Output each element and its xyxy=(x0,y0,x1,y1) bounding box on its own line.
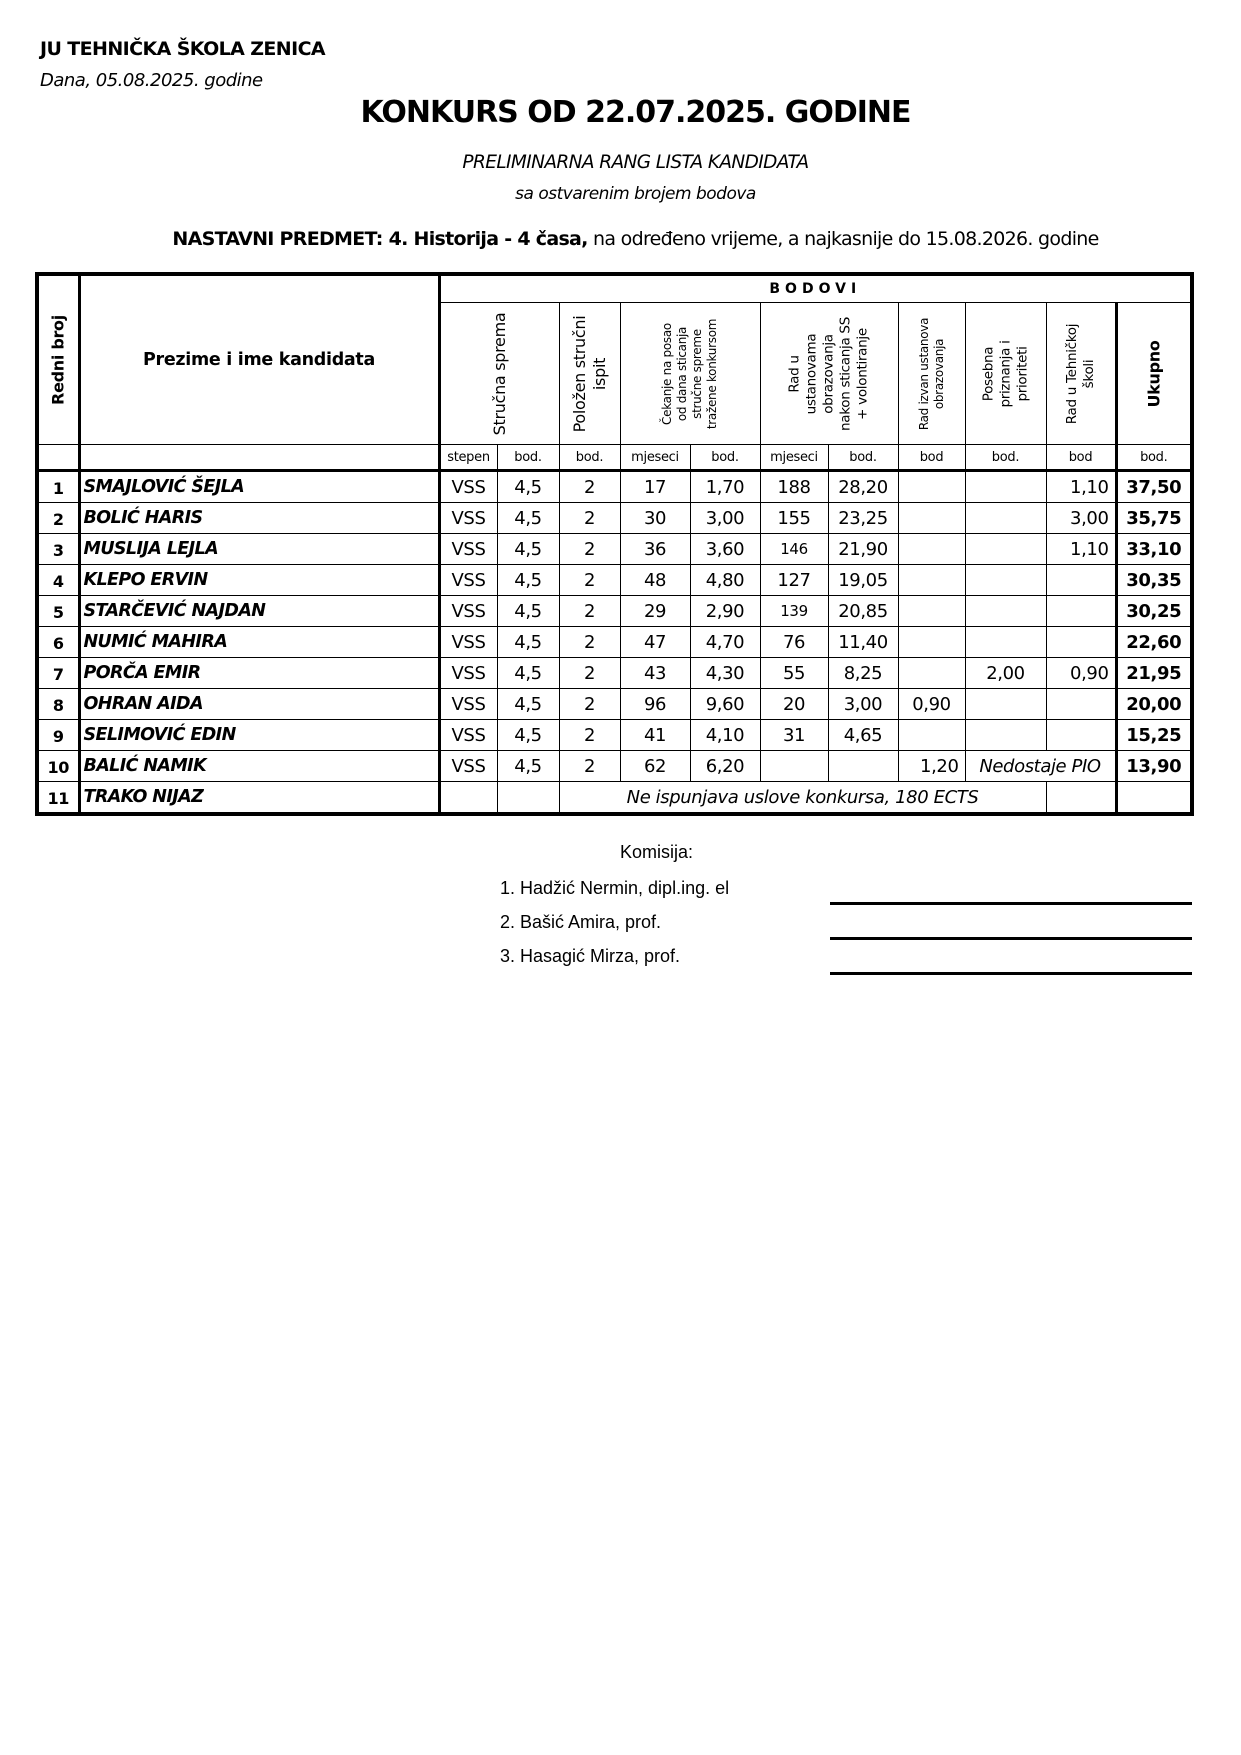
cell-cekanje-bod: 4,70 xyxy=(690,627,760,658)
row-number: 2 xyxy=(37,503,79,534)
cell-rad-mjeseci: 127 xyxy=(760,565,828,596)
cell-cekanje-bod: 4,80 xyxy=(690,565,760,596)
unit-label: bod. xyxy=(1116,445,1192,471)
table-row xyxy=(37,534,1192,565)
cell-rad-mjeseci: 20 xyxy=(760,689,828,720)
cell-posebna xyxy=(965,720,1046,751)
header-polozen-ispit: Položen stručni ispit xyxy=(559,303,620,445)
unit-label: bod. xyxy=(965,445,1046,471)
cell-ukupno: 30,25 xyxy=(1116,596,1192,627)
candidate-name: BOLIĆ HARIS xyxy=(79,503,439,534)
cell-ispit: 2 xyxy=(559,658,620,689)
cell-ukupno: 33,10 xyxy=(1116,534,1192,565)
cell-ispit: 2 xyxy=(559,720,620,751)
cell-cekanje-bod: 4,10 xyxy=(690,720,760,751)
unit-label: bod. xyxy=(559,445,620,471)
header-strucna-sprema: Stručna sprema xyxy=(439,303,559,445)
cell-cekanje-bod: 2,90 xyxy=(690,596,760,627)
candidate-name: BALIĆ NAMIK xyxy=(79,751,439,782)
cell-cekanje-bod: 3,00 xyxy=(690,503,760,534)
cell-stepen: VSS xyxy=(439,627,497,658)
cell-ss-bod: 4,5 xyxy=(497,689,559,720)
data-rows xyxy=(37,471,1192,751)
cell-stepen: VSS xyxy=(439,689,497,720)
cell-ss-bod: 4,5 xyxy=(497,503,559,534)
cell-ispit: 2 xyxy=(559,471,620,503)
cell-stepen: VSS xyxy=(439,751,497,782)
signature-line xyxy=(830,902,1192,905)
cell-posebna xyxy=(965,503,1046,534)
unit-label: bod xyxy=(1046,445,1116,471)
cell-posebna xyxy=(965,471,1046,503)
cell-ispit: 2 xyxy=(559,627,620,658)
cell-stepen: VSS xyxy=(439,596,497,627)
cell-tehnicka: 3,00 xyxy=(1046,503,1116,534)
cell-rad-bod: 3,00 xyxy=(828,689,898,720)
cell-rad-bod: 8,25 xyxy=(828,658,898,689)
row-number: 1 xyxy=(37,471,79,503)
cell-posebna: 2,00 xyxy=(965,658,1046,689)
cell-ispit: 2 xyxy=(559,503,620,534)
candidate-name: TRAKO NIJAZ xyxy=(79,782,439,815)
cell-ispit: 2 xyxy=(559,689,620,720)
row-number: 4 xyxy=(37,565,79,596)
cell-cekanje-bod: 1,70 xyxy=(690,471,760,503)
cell-tehnicka xyxy=(1046,596,1116,627)
cell-rad-mjeseci xyxy=(760,751,828,782)
cell-note: Ne ispunjava uslove konkursa, 180 ECTS xyxy=(559,782,1046,815)
header-posebna-priznanja: Posebna priznanja i prioriteti xyxy=(965,303,1046,445)
cell-stepen: VSS xyxy=(439,503,497,534)
row-number: 3 xyxy=(37,534,79,565)
table-row xyxy=(37,627,1192,658)
cell-tehnicka xyxy=(1046,565,1116,596)
cell-rad-mjeseci: 31 xyxy=(760,720,828,751)
document-subtitle: PRELIMINARNA RANG LISTA KANDIDATA xyxy=(462,152,809,173)
cell-rad-bod: 20,85 xyxy=(828,596,898,627)
cell-tehnicka: 1,10 xyxy=(1046,534,1116,565)
cell-ukupno xyxy=(1116,782,1192,815)
table-row xyxy=(37,596,1192,627)
cell-ukupno: 21,95 xyxy=(1116,658,1192,689)
cell-rad-bod: 23,25 xyxy=(828,503,898,534)
cell-cekanje-mjeseci: 43 xyxy=(620,658,690,689)
candidate-name: OHRAN AIDA xyxy=(79,689,439,720)
cell-rad-bod: 19,05 xyxy=(828,565,898,596)
table-row xyxy=(37,471,1192,503)
cell-rad-mjeseci: 155 xyxy=(760,503,828,534)
candidate-name: KLEPO ERVIN xyxy=(79,565,439,596)
rank-table xyxy=(35,272,1194,816)
row-number: 9 xyxy=(37,720,79,751)
cell-rad-izvan xyxy=(898,720,965,751)
cell-rad-izvan xyxy=(898,565,965,596)
cell-tehnicka xyxy=(1046,627,1116,658)
cell-cekanje-bod: 6,20 xyxy=(690,751,760,782)
unit-label: bod. xyxy=(828,445,898,471)
cell-posebna xyxy=(965,534,1046,565)
cell-cekanje-mjeseci: 96 xyxy=(620,689,690,720)
cell-rad-bod xyxy=(828,751,898,782)
cell-ukupno: 30,35 xyxy=(1116,565,1192,596)
cell-cekanje-mjeseci: 30 xyxy=(620,503,690,534)
commission-member: 1. Hadžić Nermin, dipl.ing. el xyxy=(500,878,730,898)
cell-posebna xyxy=(965,689,1046,720)
header-bodovi-group: BODOVI xyxy=(439,274,1192,303)
cell-ispit: 2 xyxy=(559,534,620,565)
cell-ss-bod: 4,5 xyxy=(497,565,559,596)
cell-cekanje-mjeseci: 17 xyxy=(620,471,690,503)
candidate-name: SMAJLOVIĆ ŠEJLA xyxy=(79,471,439,503)
cell-cekanje-mjeseci: 47 xyxy=(620,627,690,658)
cell-stepen xyxy=(439,782,497,815)
commission-member: 2. Bašić Amira, prof. xyxy=(500,912,662,932)
cell-ispit: 2 xyxy=(559,596,620,627)
cell-rad-izvan: 0,90 xyxy=(898,689,965,720)
cell-rad-izvan xyxy=(898,596,965,627)
candidate-name: SELIMOVIĆ EDIN xyxy=(79,720,439,751)
cell-ispit: 2 xyxy=(559,751,620,782)
cell-ss-bod: 4,5 xyxy=(497,627,559,658)
cell-ukupno: 20,00 xyxy=(1116,689,1192,720)
cell-tehnicka xyxy=(1046,782,1116,815)
candidate-name: NUMIĆ MAHIRA xyxy=(79,627,439,658)
header-candidate-name: Prezime i ime kandidata xyxy=(79,274,439,445)
cell-ispit: 2 xyxy=(559,565,620,596)
subject-bold: NASTAVNI PREDMET: 4. Historija - 4 časa, xyxy=(172,228,588,250)
table-row xyxy=(37,503,1192,534)
unit-label: mjeseci xyxy=(620,445,690,471)
cell-posebna xyxy=(965,565,1046,596)
cell-rad-izvan xyxy=(898,471,965,503)
unit-label: bod. xyxy=(690,445,760,471)
cell-rad-bod: 11,40 xyxy=(828,627,898,658)
cell-ss-bod: 4,5 xyxy=(497,534,559,565)
cell-tehnicka xyxy=(1046,689,1116,720)
cell-ss-bod: 4,5 xyxy=(497,751,559,782)
cell-rad-mjeseci: 139 xyxy=(760,596,828,627)
cell-posebna xyxy=(965,627,1046,658)
cell-ukupno: 35,75 xyxy=(1116,503,1192,534)
units-row xyxy=(37,445,1192,471)
unit-label: bod. xyxy=(497,445,559,471)
cell-rad-bod: 21,90 xyxy=(828,534,898,565)
table-row xyxy=(37,658,1192,689)
row-number: 10 xyxy=(37,751,79,782)
cell-note: Nedostaje PIO xyxy=(965,751,1116,782)
cell-rad-izvan xyxy=(898,534,965,565)
cell-ss-bod: 4,5 xyxy=(497,658,559,689)
cell-tehnicka xyxy=(1046,720,1116,751)
header-rad-tehnicka: Rad u Tehničkoj školi xyxy=(1046,303,1116,445)
cell-rad-izvan: 1,20 xyxy=(898,751,965,782)
cell-tehnicka: 0,90 xyxy=(1046,658,1116,689)
school-name: JU TEHNIČKA ŠKOLA ZENICA xyxy=(40,38,326,60)
cell-stepen: VSS xyxy=(439,658,497,689)
cell-rad-mjeseci: 146 xyxy=(760,534,828,565)
cell-rad-izvan xyxy=(898,503,965,534)
candidate-name: PORČA EMIR xyxy=(79,658,439,689)
cell-rad-mjeseci: 76 xyxy=(760,627,828,658)
table-row xyxy=(37,751,1192,782)
row-number: 7 xyxy=(37,658,79,689)
document-date: Dana, 05.08.2025. godine xyxy=(40,70,263,91)
signature-line xyxy=(830,972,1192,975)
cell-ss-bod: 4,5 xyxy=(497,596,559,627)
header-cekanje: Čekanje na posao od dana sticanja stručne spreme tražene konkursom xyxy=(620,303,760,445)
cell-ukupno: 15,25 xyxy=(1116,720,1192,751)
subject-line xyxy=(0,228,1241,250)
header-rad-u-ustanovama: Rad u ustanovama obrazovanja nakon sticanja SS + volontiranje xyxy=(760,303,898,445)
cell-stepen: VSS xyxy=(439,720,497,751)
row-number: 5 xyxy=(37,596,79,627)
cell-rad-izvan xyxy=(898,658,965,689)
cell-ss-bod: 4,5 xyxy=(497,720,559,751)
table-row xyxy=(37,720,1192,751)
header-ukupno: Ukupno xyxy=(1116,303,1192,445)
header-redni-broj: Redni broj xyxy=(37,274,79,445)
commission-title: Komisija: xyxy=(620,842,694,862)
table-row xyxy=(37,782,1192,815)
row-number: 6 xyxy=(37,627,79,658)
signature-line xyxy=(830,937,1192,940)
header-rad-izvan: Rad izvan ustanova obrazovanja xyxy=(898,303,965,445)
cell-rad-mjeseci: 55 xyxy=(760,658,828,689)
cell-rad-bod: 28,20 xyxy=(828,471,898,503)
table-row xyxy=(37,565,1192,596)
cell-cekanje-mjeseci: 62 xyxy=(620,751,690,782)
cell-ukupno: 13,90 xyxy=(1116,751,1192,782)
cell-cekanje-mjeseci: 48 xyxy=(620,565,690,596)
candidate-name: STARČEVIĆ NAJDAN xyxy=(79,596,439,627)
cell-cekanje-bod: 3,60 xyxy=(690,534,760,565)
cell-ukupno: 22,60 xyxy=(1116,627,1192,658)
cell-stepen: VSS xyxy=(439,565,497,596)
cell-posebna xyxy=(965,596,1046,627)
cell-rad-mjeseci: 188 xyxy=(760,471,828,503)
cell-cekanje-mjeseci: 36 xyxy=(620,534,690,565)
cell-ss-bod: 4,5 xyxy=(497,471,559,503)
unit-label: stepen xyxy=(439,445,497,471)
document-title: KONKURS OD 22.07.2025. GODINE xyxy=(360,95,911,130)
row-number: 8 xyxy=(37,689,79,720)
candidate-name: MUSLIJA LEJLA xyxy=(79,534,439,565)
cell-ss-bod xyxy=(497,782,559,815)
cell-stepen: VSS xyxy=(439,471,497,503)
subject-rest: na određeno vrijeme, a najkasnije do 15.08.2026. godine xyxy=(587,228,1099,250)
cell-stepen: VSS xyxy=(439,534,497,565)
cell-rad-bod: 4,65 xyxy=(828,720,898,751)
document-subtitle-2: sa ostvarenim brojem bodova xyxy=(515,184,756,204)
cell-cekanje-bod: 4,30 xyxy=(690,658,760,689)
row-number: 11 xyxy=(37,782,79,815)
unit-label: bod xyxy=(898,445,965,471)
commission-member: 3. Hasagić Mirza, prof. xyxy=(500,946,681,966)
cell-rad-izvan xyxy=(898,627,965,658)
unit-label: mjeseci xyxy=(760,445,828,471)
cell-cekanje-bod: 9,60 xyxy=(690,689,760,720)
cell-cekanje-mjeseci: 29 xyxy=(620,596,690,627)
cell-ukupno: 37,50 xyxy=(1116,471,1192,503)
cell-tehnicka: 1,10 xyxy=(1046,471,1116,503)
cell-cekanje-mjeseci: 41 xyxy=(620,720,690,751)
table-row xyxy=(37,689,1192,720)
